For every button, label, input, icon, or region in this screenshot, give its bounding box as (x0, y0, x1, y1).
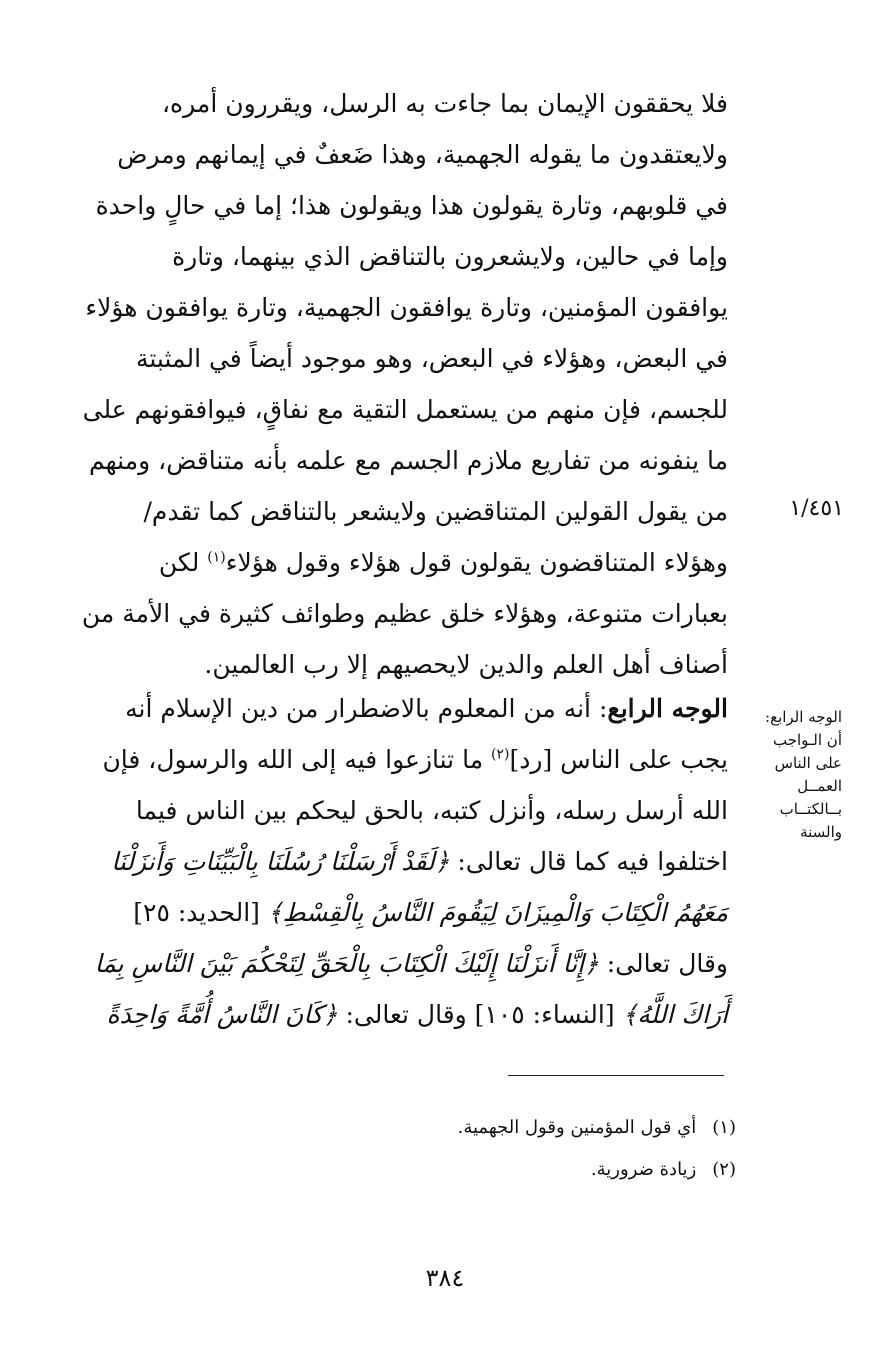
verse-citation: [الحديد: ٢٥] (133, 898, 268, 927)
text-line: ما ينفونه من تفاريع ملازم الجسم مع علمه بأنه متناقض، ومنهم (89, 446, 728, 475)
text-line (44, 836, 728, 887)
text-line: فلا يحققون الإيمان بما جاءت به الرسل، ويقررون أمره، (161, 89, 728, 118)
footnote-text: زيادة ضرورية. (590, 1159, 697, 1180)
text-segment: ما تنازعوا فيه إلى الله والرسول، فإن (102, 745, 492, 774)
margin-note-line: أن الـواجب (772, 731, 842, 749)
text-line (44, 683, 728, 734)
page-number: ٣٨٤ (425, 1264, 465, 1292)
text-line (44, 734, 728, 785)
footnote-divider (508, 1075, 724, 1076)
text-line: يوافقون المؤمنين، وتارة يوافقون الجهمية، وتارة يوافقون هؤلاء (85, 293, 728, 322)
margin-note-line: على الناس (774, 754, 842, 772)
text-segment: لكن (158, 548, 208, 577)
text-segment: وهؤلاء المتناقضون يقولون قول هؤلاء وقول هؤلاء (225, 548, 728, 577)
footnote-number: (١) (712, 1117, 736, 1138)
text-line: ولايعتقدون ما يقوله الجهمية، وهذا ضَعفٌ في إيمانهم ومرض (117, 140, 728, 169)
text-line: في البعض، وهؤلاء في البعض، وهو موجود أيضاً في المثبتة (135, 344, 728, 373)
margin-note (752, 706, 842, 844)
footnote-text: أي قول المؤمنين وقول الجهمية. (457, 1117, 697, 1138)
text-line: من يقول القولين المتناقضين ولايشعر بالتناقض كما تقدم/ (143, 497, 728, 526)
text-segment: وقال تعالى: (598, 949, 728, 978)
margin-note-line: العمــل (797, 777, 842, 795)
margin-note-line: بــالكتــاب (779, 800, 842, 818)
main-text-paragraph-1 (44, 78, 728, 690)
quran-verse: مَعَهُمُ الْكِتَابَ وَالْمِيزَانَ لِيَقُومَ النَّاسُ بِالْقِسْطِ﴾ (267, 898, 728, 927)
text-segment: اختلفوا فيه كما قال تعالى: (449, 847, 728, 876)
footnote-item (300, 1149, 736, 1191)
quran-verse: ﴿كَانَ النَّاسُ أُمَّةً وَاحِدَةً (106, 1000, 338, 1029)
quran-verse: أَرَاكَ اللَّهُ﴾ (622, 1000, 728, 1029)
text-line (44, 938, 728, 989)
footnote-item (300, 1107, 736, 1149)
text-line (44, 989, 728, 1040)
quran-verse: ﴿إِنَّا أَنزَلْنَا إِلَيْكَ الْكِتَابَ بِالْحَقِّ لِتَحْكُمَ بَيْنَ النَّاسِ بِمَا (94, 949, 599, 978)
text-line: للجسم، فإن منهم من يستعمل التقية مع نفاقٍ، فيوافقونهم على (82, 395, 728, 424)
footnote-ref-2[interactable]: (٢) (491, 746, 510, 763)
margin-page-reference: ١/٤٥١ (789, 496, 844, 521)
text-line: في قلوبهم، وتارة يقولون هذا ويقولون هذا؛ إما في حالٍ واحدة (95, 191, 728, 220)
margin-note-line: الوجه الرابع: (765, 708, 842, 726)
verse-citation: [النساء: ١٠٥] وقال تعالى: (337, 1000, 623, 1029)
text-line: الله أرسل رسله، وأنزل كتبه، بالحق ليحكم بين الناس فيما (135, 796, 728, 825)
main-text-paragraph-2 (44, 683, 728, 1040)
footnote-ref-1[interactable]: (١) (207, 549, 226, 566)
section-heading: الوجه الرابع (607, 694, 728, 723)
quran-verse: ﴿لَقَدْ أَرْسَلْنَا رُسُلَنَا بِالْبَيِّنَاتِ وَأَنزَلْنَا (111, 847, 450, 876)
text-line (44, 887, 728, 938)
text-line: وإما في حالين، ولايشعرون بالتناقض الذي بينهما، وتارة (172, 242, 728, 271)
footnotes (300, 1107, 736, 1191)
text-segment: يجب على الناس [رد] (509, 745, 728, 774)
text-line: بعبارات متنوعة، وهؤلاء خلق عظيم وطوائف كثيرة في الأمة من (81, 599, 728, 628)
text-line (44, 537, 728, 588)
text-segment: : أنه من المعلوم بالاضطرار من دين الإسلام أنه (125, 694, 608, 723)
margin-note-line: والسنة (800, 823, 842, 841)
footnote-number: (٢) (712, 1159, 736, 1180)
text-line: أصناف أهل العلم والدين لايحصيهم إلا رب العالمين. (204, 650, 728, 679)
